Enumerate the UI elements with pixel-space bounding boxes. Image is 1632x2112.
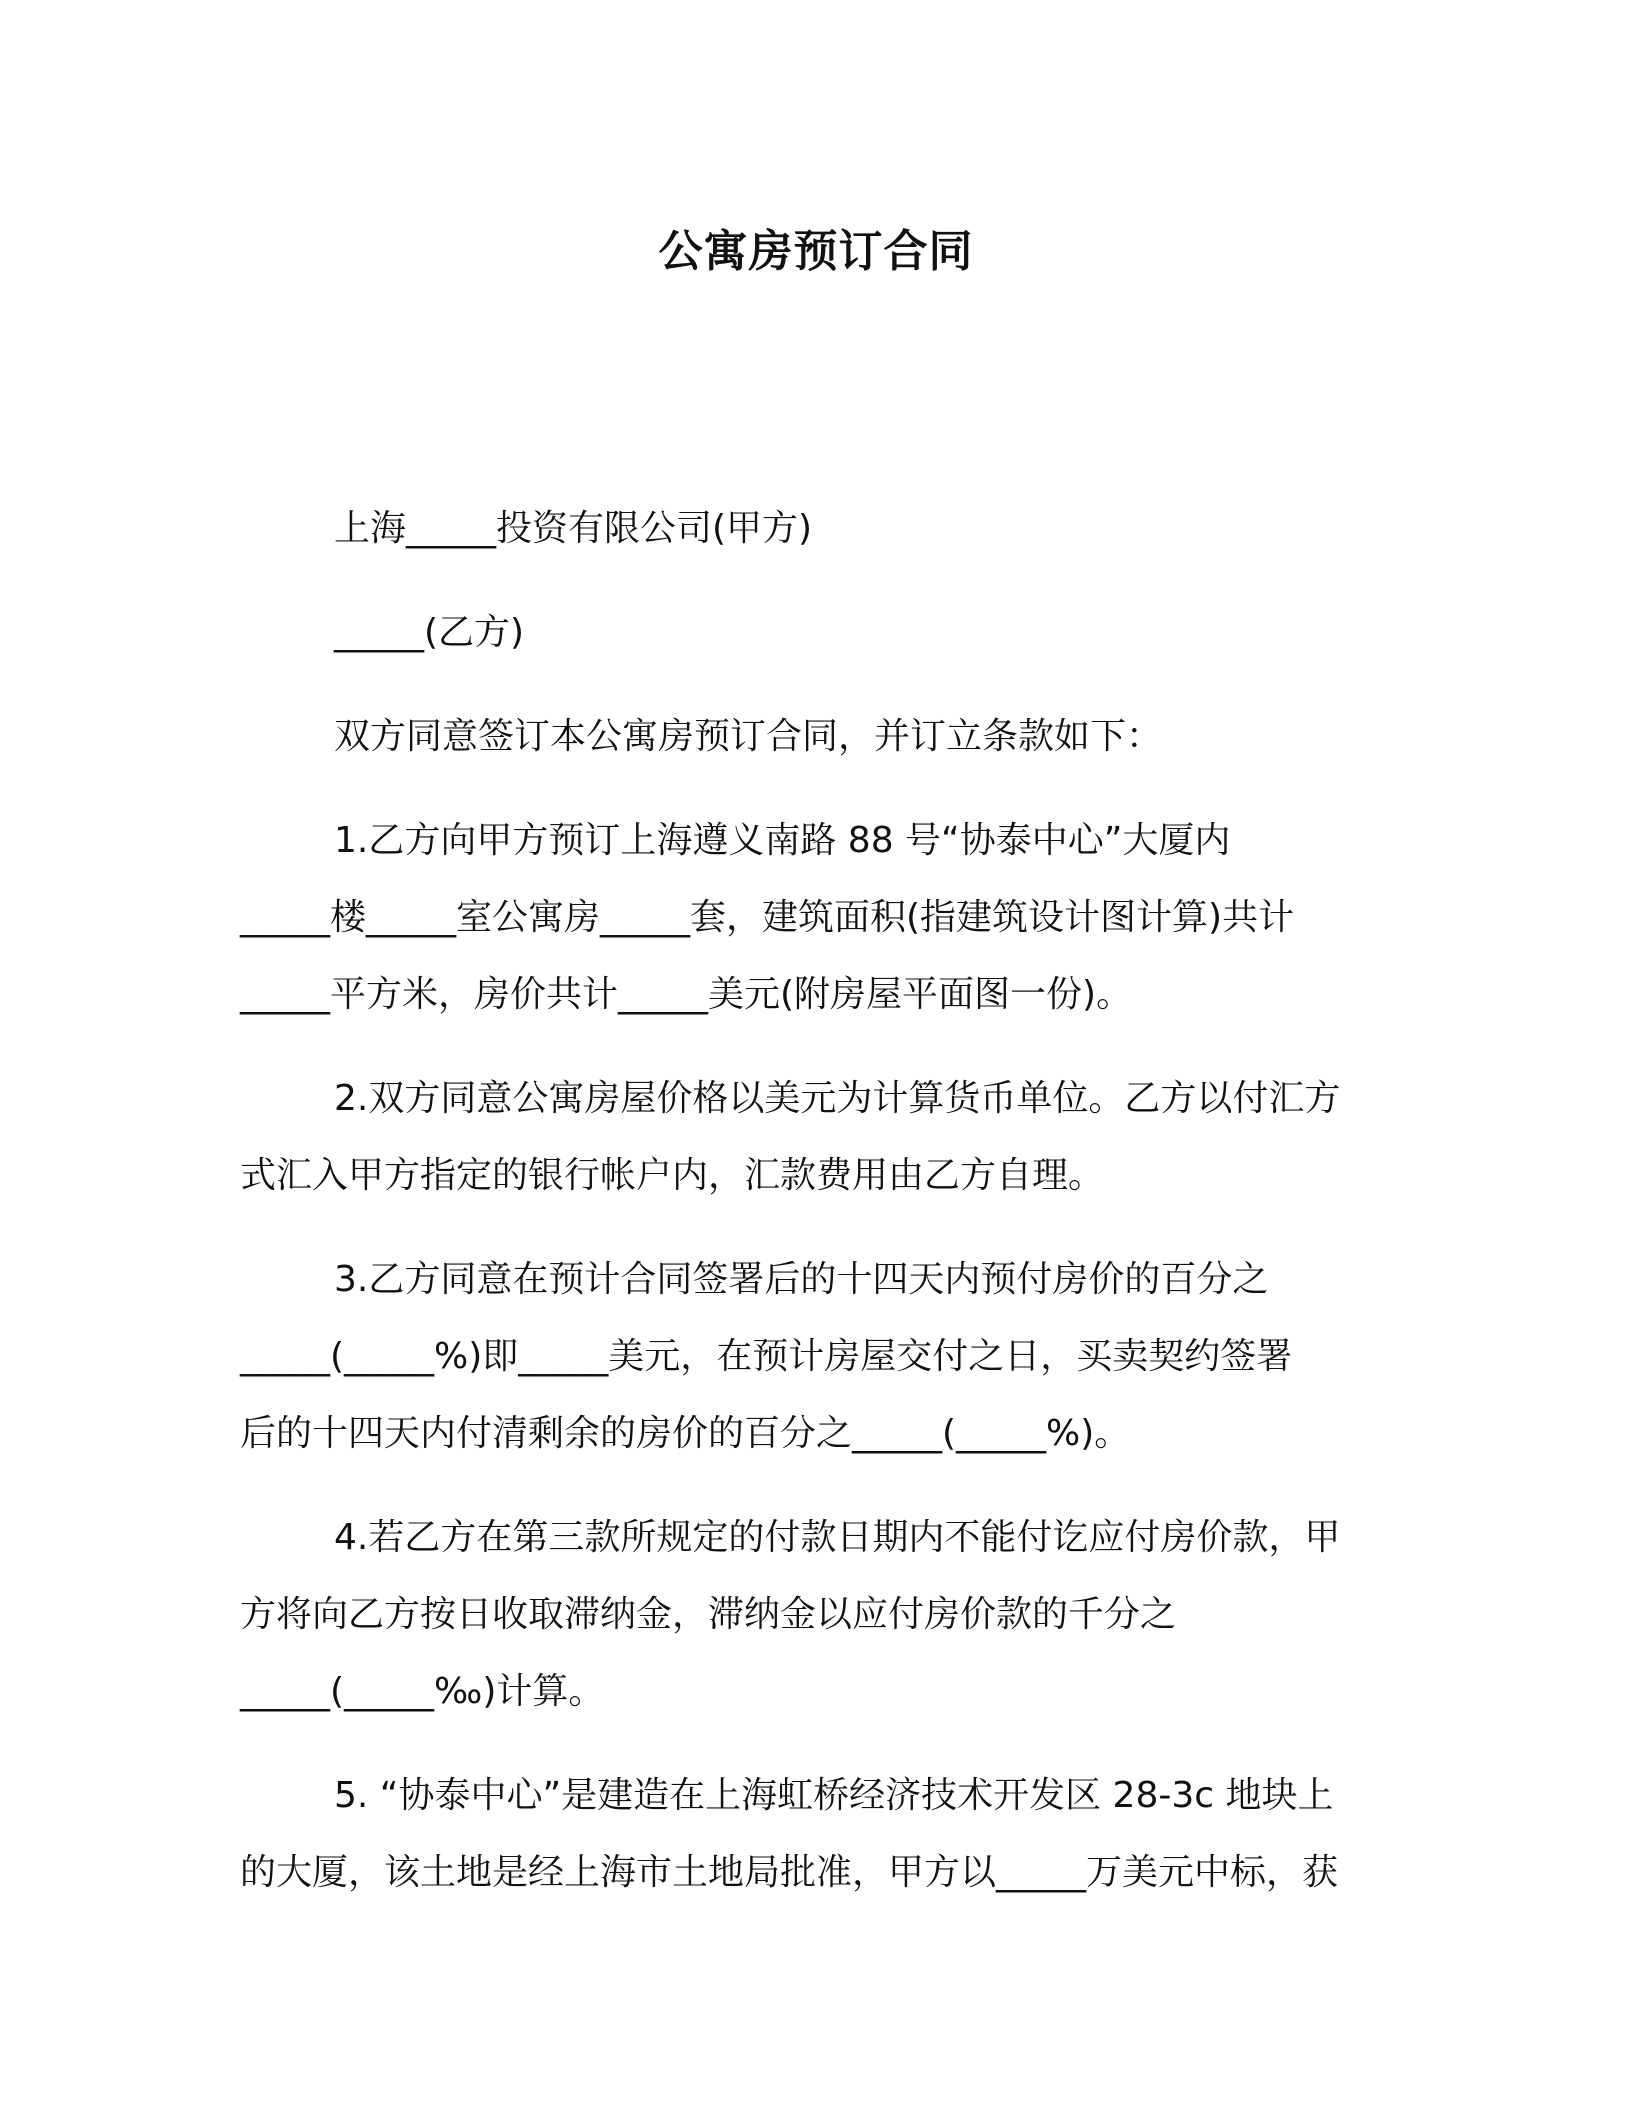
clause-line: 后的十四天内付清剩余的房价的百分之_____(_____%)。 (240, 1413, 1131, 1454)
clause-5 (240, 1757, 1410, 1911)
clause-4 (240, 1499, 1410, 1730)
document-title: 公寓房预订合同 (658, 226, 974, 277)
clause-line: 1.乙方向甲方预订上海遵义南路 88 号“协泰中心”大厦内 (334, 820, 1231, 861)
clause-line: _____楼_____室公寓房_____套，建筑面积(指建筑设计图计算)共计 (240, 897, 1295, 938)
party-a-line: 上海_____投资有限公司(甲方) (334, 508, 813, 549)
clause-line: 式汇入甲方指定的银行帐户内，汇款费用由乙方自理。 (240, 1155, 1105, 1196)
clause-line: _____(_____‰)计算。 (240, 1671, 605, 1712)
clause-line: _____平方米，房价共计_____美元(附房屋平面图一份)。 (240, 974, 1133, 1015)
intro-line: 双方同意签订本公寓房预订合同，并订立条款如下： (334, 716, 1163, 757)
clause-line: 的大厦，该土地是经上海市土地局批准，甲方以_____万美元中标，获 (240, 1852, 1339, 1893)
party-b-line: _____(乙方) (334, 612, 525, 653)
document-body (240, 490, 1410, 1911)
clause-line: _____(_____%)即_____美元，在预计房屋交付之日，买卖契约签署 (240, 1336, 1293, 1377)
clause-2 (240, 1060, 1410, 1214)
clause-line: 5. “协泰中心”是建造在上海虹桥经济技术开发区 28-3c 地块上 (334, 1775, 1334, 1816)
clause-3 (240, 1241, 1410, 1472)
clause-1 (240, 802, 1410, 1033)
clause-line: 4.若乙方在第三款所规定的付款日期内不能付讫应付房价款，甲 (334, 1517, 1341, 1558)
clause-line: 2.双方同意公寓房屋价格以美元为计算货币单位。乙方以付汇方 (334, 1078, 1341, 1119)
clause-line: 方将向乙方按日收取滞纳金，滞纳金以应付房价款的千分之 (240, 1594, 1177, 1635)
clause-line: 3.乙方同意在预计合同签署后的十四天内预付房价的百分之 (334, 1259, 1269, 1300)
